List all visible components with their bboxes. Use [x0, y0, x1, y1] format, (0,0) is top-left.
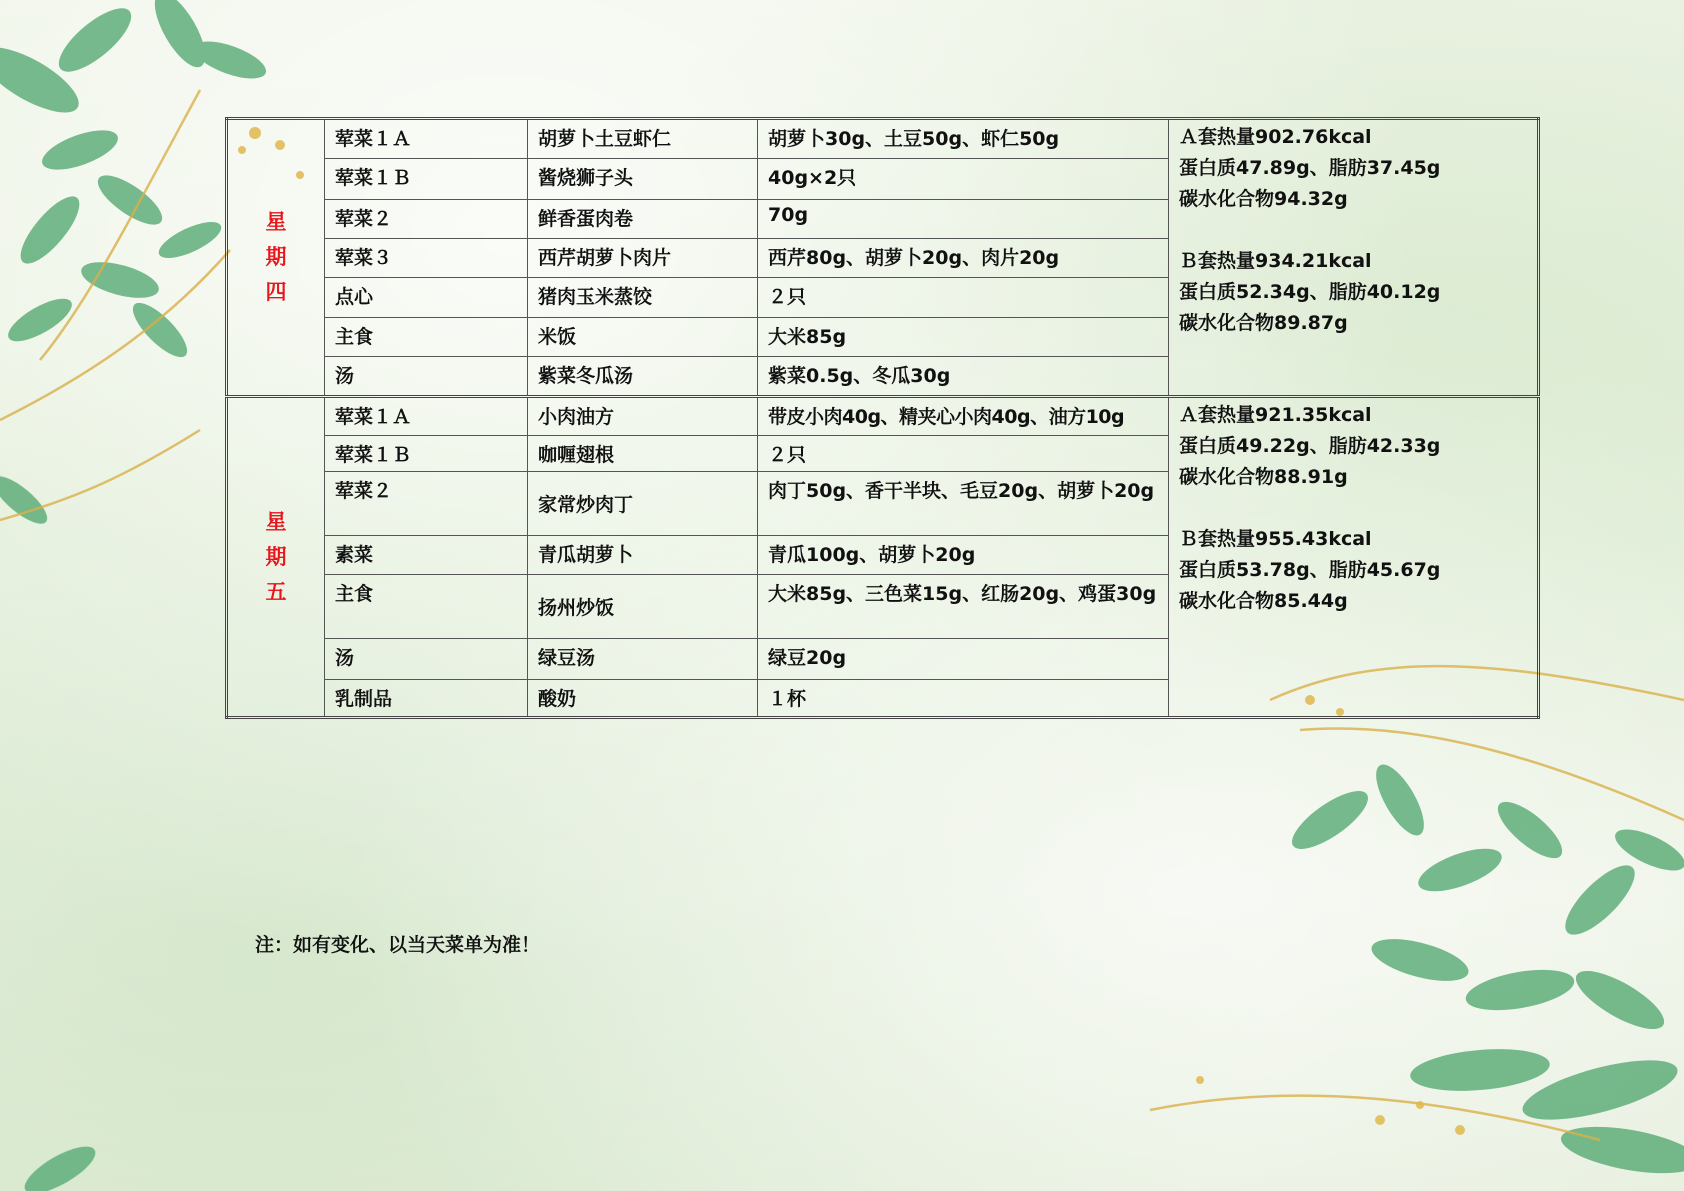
day-char: 五 — [265, 579, 287, 604]
ingredients-cell: 大米85g — [758, 317, 1169, 356]
category-cell: 荤菜１Ａ — [325, 119, 528, 159]
dish-cell: 青瓜胡萝卜 — [528, 536, 758, 574]
category-cell: 汤 — [325, 639, 528, 679]
dish-cell: 西芹胡萝卜肉片 — [528, 238, 758, 277]
dish-cell: 酸奶 — [528, 679, 758, 717]
category-cell: 荤菜１Ａ — [325, 397, 528, 435]
category-cell: 荤菜１Ｂ — [325, 159, 528, 199]
set-b-carbs: 碳水化合物89.87g — [1179, 312, 1348, 334]
set-b-protein-fat: 蛋白质52.34g、脂肪40.12g — [1179, 281, 1441, 303]
set-a-energy: Ａ套热量902.76kcal — [1179, 126, 1372, 148]
ingredients-cell: 带皮小肉40g、精夹心小肉40g、油方10g — [758, 397, 1169, 435]
set-a-protein-fat: 蛋白质47.89g、脂肪37.45g — [1179, 157, 1441, 179]
dish-cell: 小肉油方 — [528, 397, 758, 435]
ingredients-cell: ２只 — [758, 278, 1169, 317]
menu-change-note: 注：如有变化、以当天菜单为准！ — [255, 934, 541, 956]
ingredients-cell: 40g×2只 — [758, 159, 1169, 199]
set-a-carbs: 碳水化合物94.32g — [1179, 188, 1348, 210]
set-b-energy: Ｂ套热量934.21kcal — [1179, 250, 1372, 272]
set-b-carbs: 碳水化合物85.44g — [1179, 590, 1348, 613]
dish-cell: 家常炒肉丁 — [528, 471, 758, 536]
category-cell: 乳制品 — [325, 679, 528, 717]
category-cell: 主食 — [325, 317, 528, 356]
day-char: 四 — [265, 280, 287, 305]
ingredients-cell: 70g — [758, 199, 1169, 238]
dish-cell: 紫菜冬瓜汤 — [528, 356, 758, 396]
day-char: 期 — [265, 544, 287, 569]
ingredients-cell: 西芹80g、胡萝卜20g、肉片20g — [758, 238, 1169, 277]
day-label-friday — [227, 397, 325, 718]
ingredients-cell: 大米85g、三色菜15g、红肠20g、鸡蛋30g — [758, 574, 1169, 639]
day-char: 星 — [265, 210, 287, 235]
dish-cell: 米饭 — [528, 317, 758, 356]
weekly-menu-table — [225, 117, 1540, 719]
nutrition-cell-thursday — [1169, 119, 1539, 397]
dish-cell: 绿豆汤 — [528, 639, 758, 679]
category-cell: 荤菜２ — [325, 199, 528, 238]
set-a-energy: Ａ套热量921.35kcal — [1179, 404, 1372, 427]
set-b-protein-fat: 蛋白质53.78g、脂肪45.67g — [1179, 559, 1441, 582]
ingredients-cell: 肉丁50g、香干半块、毛豆20g、胡萝卜20g — [758, 471, 1169, 536]
thursday-section — [227, 119, 1539, 397]
ingredients-cell: 青瓜100g、胡萝卜20g — [758, 536, 1169, 574]
ingredients-cell: 绿豆20g — [758, 639, 1169, 679]
category-cell: 荤菜３ — [325, 238, 528, 277]
dish-cell: 鲜香蛋肉卷 — [528, 199, 758, 238]
day-char: 期 — [265, 245, 287, 270]
dish-cell: 扬州炒饭 — [528, 574, 758, 639]
dish-cell: 胡萝卜土豆虾仁 — [528, 119, 758, 159]
category-cell: 荤菜２ — [325, 471, 528, 536]
set-b-energy: Ｂ套热量955.43kcal — [1179, 528, 1372, 551]
category-cell: 点心 — [325, 278, 528, 317]
ingredients-cell: １杯 — [758, 679, 1169, 717]
ingredients-cell: 紫菜0.5g、冬瓜30g — [758, 356, 1169, 396]
category-cell: 主食 — [325, 574, 528, 639]
dish-cell: 酱烧狮子头 — [528, 159, 758, 199]
day-char: 星 — [265, 509, 287, 534]
category-cell: 素菜 — [325, 536, 528, 574]
dish-cell: 咖喱翅根 — [528, 435, 758, 471]
category-cell: 汤 — [325, 356, 528, 396]
friday-section — [227, 397, 1539, 718]
dish-cell: 猪肉玉米蒸饺 — [528, 278, 758, 317]
table-row — [227, 397, 1539, 435]
table-row — [227, 119, 1539, 159]
day-label-thursday — [227, 119, 325, 397]
set-a-carbs: 碳水化合物88.91g — [1179, 466, 1348, 489]
category-cell: 荤菜１Ｂ — [325, 435, 528, 471]
nutrition-cell-friday — [1169, 397, 1539, 718]
ingredients-cell: ２只 — [758, 435, 1169, 471]
set-a-protein-fat: 蛋白质49.22g、脂肪42.33g — [1179, 435, 1441, 458]
ingredients-cell: 胡萝卜30g、土豆50g、虾仁50g — [758, 119, 1169, 159]
